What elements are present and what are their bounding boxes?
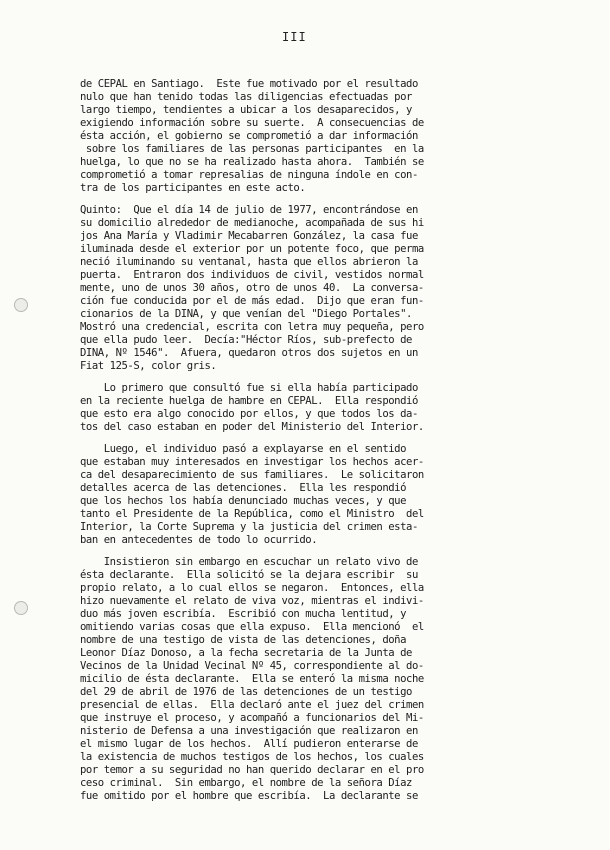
text-line: tra de los participantes en este acto. xyxy=(80,182,306,194)
text-line: ca del desaparecimiento de sus familiares. Le solicitaron xyxy=(80,469,424,481)
text-line: cionarios de la DINA, y que venían del "Diego Portales". xyxy=(80,308,412,320)
text-line: por temor a su seguridad no han querido declarar en el pro xyxy=(80,764,424,776)
text-line: Luego, el individuo pasó a explayarse en el sentido xyxy=(80,443,407,455)
text-line: Lo primero que consultó fue si ella había participado xyxy=(80,382,418,394)
text-line: propio relato, a lo cual ellos se negaron. Entonces, ella xyxy=(80,582,424,594)
text-line: que instruye el proceso, y acompañó a funcionarios del Mi- xyxy=(80,712,424,724)
text-line: Leonor Díaz Donoso, a la fecha secretaria de la Junta de xyxy=(80,647,412,659)
paragraph-first-question xyxy=(80,382,520,434)
text-line: Mostró una credencial, escrita con letra muy pequeña, pero xyxy=(80,321,424,333)
text-line: del 29 de abril de 1976 de las detenciones de un testigo xyxy=(80,686,412,698)
text-line: ceso criminal. Sin embargo, el nombre de la señora Díaz xyxy=(80,777,412,789)
text-line: neció iluminando su ventanal, hasta que ellos abrieron la xyxy=(80,256,418,268)
text-line: ésta declarante. Ella solicitó se la dejara escribir su xyxy=(80,569,418,581)
punch-hole xyxy=(14,601,28,615)
text-line: de CEPAL en Santiago. Este fue motivado por el resultado xyxy=(80,78,418,90)
text-line: la existencia de muchos testigos de los hechos, los cuales xyxy=(80,751,424,763)
text-line: que esto era algo conocido por ellos, y que todos los da- xyxy=(80,408,418,420)
document-body xyxy=(80,78,520,812)
text-line: huelga, lo que no se ha realizado hasta ahora. También se xyxy=(80,156,424,168)
paragraph-investigation-interest xyxy=(80,443,520,547)
text-line: que estaban muy interesados en investigar los hechos acer- xyxy=(80,456,424,468)
text-line: duo más joven escribía. Escribió con mucha lentitud, y xyxy=(80,608,407,620)
text-line: que ella pudo leer. Decía:"Héctor Ríos, sub-prefecto de xyxy=(80,334,412,346)
text-line: omitiendo varias cosas que ella expuso. Ella mencionó el xyxy=(80,621,424,633)
text-line: Quinto: Que el día 14 de julio de 1977, encontrándose en xyxy=(80,204,418,216)
text-line: micilio de ésta declarante. Ella se enteró la misma noche xyxy=(80,673,424,685)
paragraph-oral-account xyxy=(80,556,520,803)
text-line: largo tiempo, tendientes a ubicar a los desaparecidos, y xyxy=(80,104,412,116)
text-line: exigiendo información sobre su suerte. A consecuencias de xyxy=(80,117,424,129)
text-line: Insistieron sin embargo en escuchar un relato vivo de xyxy=(80,556,418,568)
paragraph-quinto xyxy=(80,204,520,373)
text-line: detalles acerca de las detenciones. Ella les respondió xyxy=(80,482,407,494)
text-line: su domicilio alrededor de medianoche, acompañada de sus hi xyxy=(80,217,424,229)
text-line: mente, uno de unos 30 años, otro de unos 40. La conversa- xyxy=(80,282,424,294)
text-line: iluminada desde el exterior por un potente foco, que perma xyxy=(80,243,424,255)
text-line: DINA, Nº 1546". Afuera, quedaron otros dos sujetos en un xyxy=(80,347,418,359)
text-line: Vecinos de la Unidad Vecinal Nº 45, correspondiente al do- xyxy=(80,660,424,672)
text-line: el mismo lugar de los hechos. Allí pudieron enterarse de xyxy=(80,738,418,750)
text-line: comprometió a tomar represalias de ninguna índole en con- xyxy=(80,169,418,181)
text-line: en la reciente huelga de hambre en CEPAL. Ella respondió xyxy=(80,395,418,407)
text-line: jos Ana María y Vladimir Mecabarren González, la casa fue xyxy=(80,230,418,242)
text-line: nisterio de Defensa a una investigación que realizaron en xyxy=(80,725,418,737)
text-line: hizo nuevamente el relato de viva voz, mientras el indivi- xyxy=(80,595,424,607)
text-line: puerta. Entraron dos individuos de civil, vestidos normal xyxy=(80,269,424,281)
text-line: ésta acción, el gobierno se comprometió a dar información xyxy=(80,130,418,142)
text-line: Interior, la Corte Suprema y la justicia del crimen esta- xyxy=(80,521,418,533)
punch-hole xyxy=(14,298,28,312)
text-line: sobre los familiares de las personas participantes en la xyxy=(80,143,424,155)
text-line: nulo que han tenido todas las diligencias efectuadas por xyxy=(80,91,412,103)
text-line: tos del caso estaban en poder del Ministerio del Interior. xyxy=(80,421,424,433)
text-line: ción fue conducida por el de más edad. Dijo que eran fun- xyxy=(80,295,424,307)
text-line: fue omitido por el hombre que escribía. La declarante se xyxy=(80,790,418,802)
page-number: III xyxy=(282,30,307,44)
paragraph-cepal-strike xyxy=(80,78,520,195)
text-line: nombre de una testigo de vista de las detenciones, doña xyxy=(80,634,407,646)
text-line: presencial de ellas. Ella declaró ante el juez del crimen xyxy=(80,699,424,711)
text-line: Fiat 125-S, color gris. xyxy=(80,360,217,372)
text-line: ban en antecedentes de todo lo ocurrido. xyxy=(80,534,318,546)
text-line: que los hechos los había denunciado muchas veces, y que xyxy=(80,495,407,507)
text-line: tanto el Presidente de la República, como el Ministro del xyxy=(80,508,424,520)
